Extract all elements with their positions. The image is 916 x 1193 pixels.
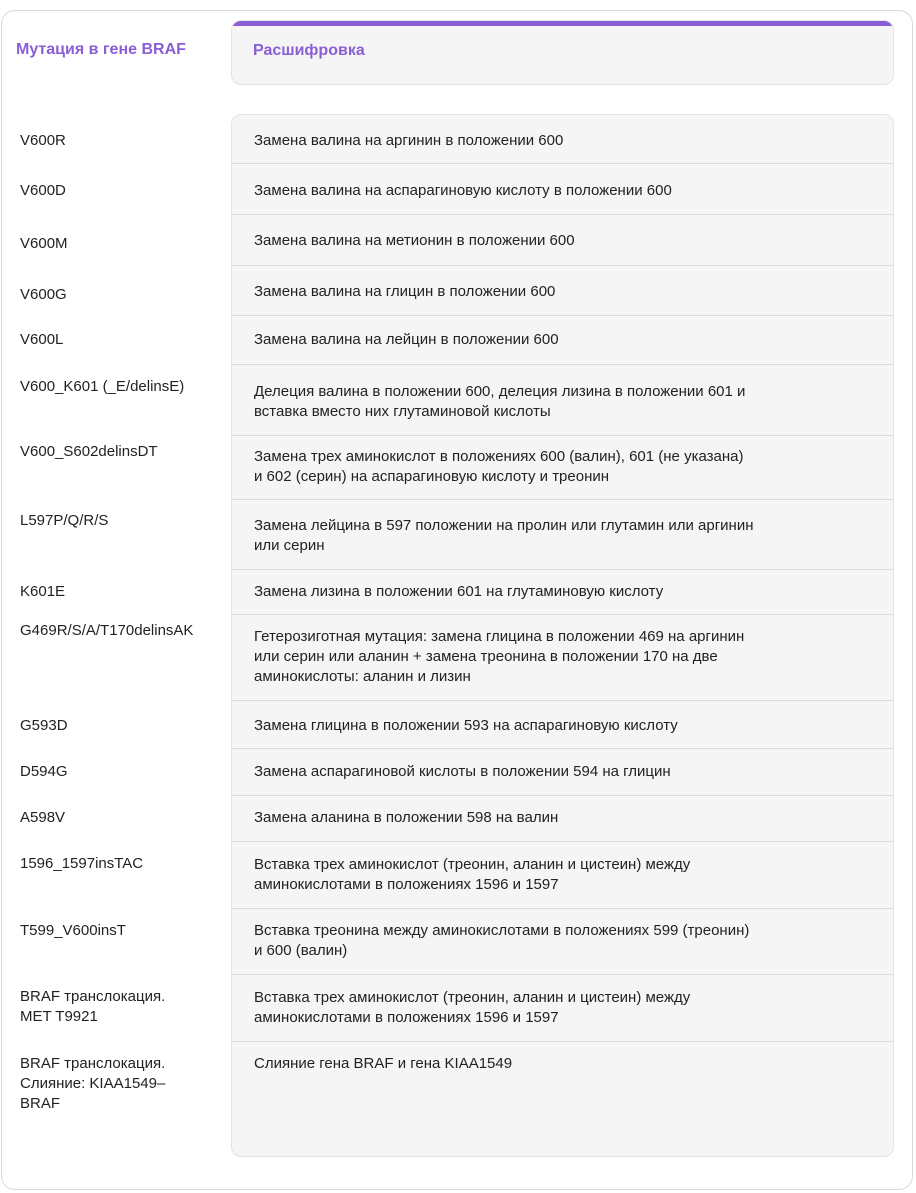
row-divider xyxy=(232,1041,893,1042)
row-divider xyxy=(232,908,893,909)
description-cell: Замена трех аминокислот в положениях 600 (валин), 601 (не указана) и 602 (серин) на аспарагиновую кислоту и треонин xyxy=(254,448,744,485)
mutation-cell: A598V xyxy=(20,809,66,826)
description-cell: Слияние гена BRAF и гена KIAA1549 xyxy=(254,1055,513,1072)
description-cell: Замена валина на лейцин в положении 600 xyxy=(254,331,559,348)
description-cell: Замена валина на аспарагиновую кислоту в положении 600 xyxy=(254,182,672,199)
row-divider xyxy=(232,748,893,749)
description-cell: Гетерозиготная мутация: замена глицина в положении 469 на аргинин или серин или аланин + замена треонина в положении 170 на две аминокислоты: аланин и лизин xyxy=(254,628,745,685)
description-column-header: Расшифровка xyxy=(253,42,365,59)
mutation-cell: G469R/S/A/T170delinsAK xyxy=(20,622,194,639)
row-divider xyxy=(232,795,893,796)
row-divider xyxy=(232,569,893,570)
row-divider xyxy=(232,364,893,365)
description-cell: Вставка трех аминокислот (треонин, аланин и цистеин) между аминокислотами в положениях 1596 и 1597 xyxy=(254,856,691,893)
description-cell: Замена аланина в положении 598 на валин xyxy=(254,809,559,826)
mutation-cell: V600_S602delinsDT xyxy=(20,443,158,460)
mutation-cell: L597P/Q/R/S xyxy=(20,512,109,529)
row-divider xyxy=(232,315,893,316)
row-divider xyxy=(232,435,893,436)
mutation-cell: BRAF транслокация. Слияние: KIAA1549–BRAF xyxy=(20,1055,166,1112)
mutation-cell: G593D xyxy=(20,717,68,734)
row-divider xyxy=(232,499,893,500)
description-cell: Замена валина на аргинин в положении 600 xyxy=(254,132,564,149)
mutation-cell: T599_V600insT xyxy=(20,922,126,939)
mutation-cell: V600_K601 (_E/delinsE) xyxy=(20,378,185,395)
mutation-cell: V600M xyxy=(20,235,68,252)
row-divider xyxy=(232,214,893,215)
description-cell: Вставка треонина между аминокислотами в положениях 599 (треонин) и 600 (валин) xyxy=(254,922,750,959)
description-cell: Делеция валина в положении 600, делеция лизина в положении 601 и вставка вместо них глутаминовой кислоты xyxy=(254,383,746,420)
mutation-cell: V600L xyxy=(20,331,64,348)
row-divider xyxy=(232,700,893,701)
mutation-cell: V600G xyxy=(20,286,67,303)
mutation-cell: V600D xyxy=(20,182,66,199)
row-divider xyxy=(232,265,893,266)
description-cell: Замена глицина в положении 593 на аспарагиновую кислоту xyxy=(254,717,678,734)
description-cell: Замена лизина в положении 601 на глутаминовую кислоту xyxy=(254,583,664,600)
description-cell: Замена лейцина в 597 положении на пролин или глутамин или аргинин или серин xyxy=(254,517,754,554)
description-column-header-box xyxy=(231,20,894,85)
description-cell: Замена аспарагиновой кислоты в положении 594 на глицин xyxy=(254,763,671,780)
mutation-column-header: Мутация в гене BRAF xyxy=(16,41,186,58)
row-divider xyxy=(232,163,893,164)
row-divider xyxy=(232,974,893,975)
description-cell: Вставка трех аминокислот (треонин, аланин и цистеин) между аминокислотами в положениях 1596 и 1597 xyxy=(254,989,691,1026)
mutation-cell: K601E xyxy=(20,583,66,600)
description-cell: Замена валина на глицин в положении 600 xyxy=(254,283,556,300)
description-cell: Замена валина на метионин в положении 600 xyxy=(254,232,575,249)
mutation-cell: V600R xyxy=(20,132,66,149)
mutation-cell: BRAF транслокация. MET T9921 xyxy=(20,988,166,1025)
mutation-cell: 1596_1597insTAC xyxy=(20,855,144,872)
mutation-cell: D594G xyxy=(20,763,68,780)
row-divider xyxy=(232,841,893,842)
row-divider xyxy=(232,614,893,615)
